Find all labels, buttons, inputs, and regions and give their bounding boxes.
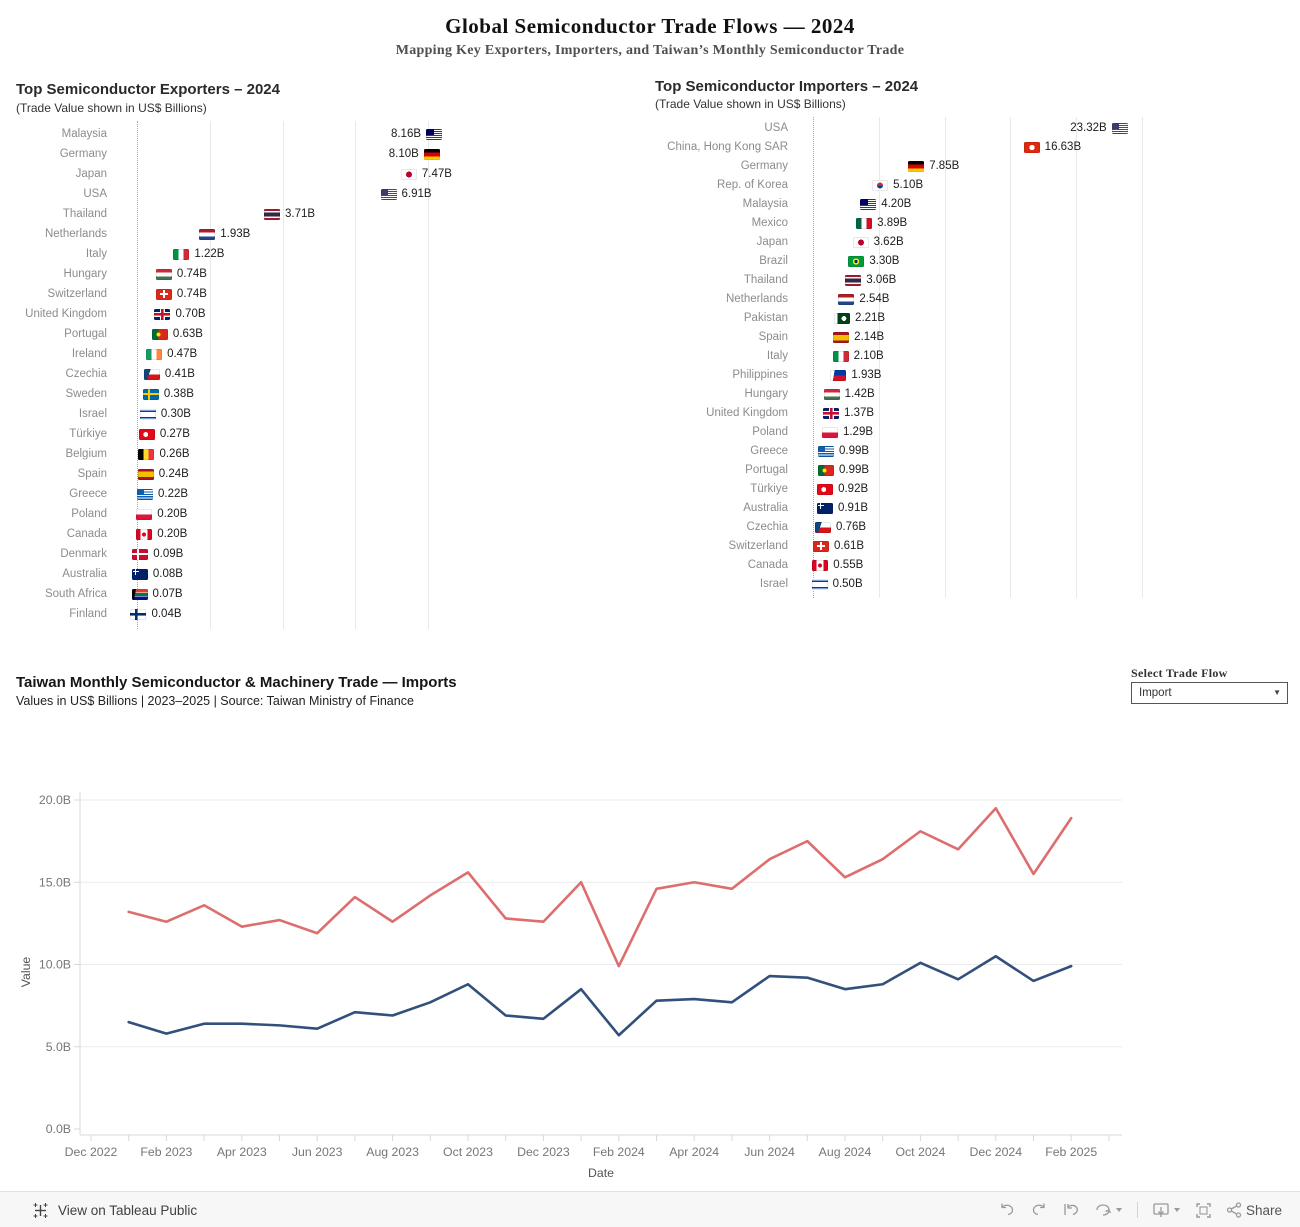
value-label: 0.08B [152,568,183,580]
country-label: Türkiye [69,428,107,440]
x-tick-label: Oct 2023 [443,1145,493,1159]
value-label: 1.93B [220,228,251,240]
country-label: China, Hong Kong SAR [667,141,788,153]
x-tick-label: Jun 2024 [744,1145,795,1159]
country-label: Finland [69,608,107,620]
y-axis-title: Value [19,956,33,988]
value-label: 1.29B [842,426,874,438]
flag-icon-poland [822,427,838,438]
exporters-subtitle: (Trade Value shown in US$ Billions) [16,101,207,115]
chevron-down-icon: ▼ [1273,688,1281,697]
toolbar-divider [1137,1202,1138,1218]
y-tick-label: 5.0B [45,1039,71,1054]
value-label: 3.62B [873,236,904,248]
taiwan-trade-line-chart[interactable] [0,740,1300,1190]
flag-icon-australia [817,503,833,514]
redo-icon [1030,1202,1048,1218]
value-label: 0.70B [175,308,206,320]
country-label: Ireland [71,348,107,360]
value-label: 0.50B [832,578,863,590]
trade-flow-select[interactable] [1131,682,1288,704]
value-label: 0.63B [172,328,203,340]
value-label: 3.89B [877,217,908,229]
flag-icon-usa [1112,123,1128,134]
country-label: Hungary [744,388,788,400]
flag-icon-philippines [830,370,846,381]
country-label: Japan [75,168,107,180]
value-label: 0.41B [164,368,195,380]
importer-row[interactable] [0,138,1300,156]
value-label: 16.63B [1044,141,1082,153]
value-label: 6.91B [401,188,432,200]
importer-row[interactable] [0,290,1300,308]
country-label: Belgium [65,448,107,460]
x-tick-label: Dec 2024 [969,1145,1023,1159]
x-tick-label: Dec 2022 [64,1145,118,1159]
country-label: Pakistan [743,312,788,324]
value-label: 0.30B [160,408,191,420]
country-label: Australia [743,502,788,514]
fullscreen-icon [1195,1202,1212,1219]
flag-icon-greece [818,446,834,457]
country-label: United Kingdom [25,308,107,320]
flag-icon-spain [833,332,849,343]
reset-button[interactable] [1062,1202,1080,1218]
value-label: 0.38B [163,388,194,400]
undo-button[interactable] [998,1202,1016,1218]
value-label: 3.06B [866,274,897,286]
importers-subtitle: (Trade Value shown in US$ Billions) [655,97,846,111]
country-label: Netherlands [725,293,788,305]
value-label: 8.16B [390,128,422,140]
country-label: Türkiye [750,483,788,495]
importer-row[interactable] [0,537,1300,555]
x-axis-title: Date [588,1166,614,1180]
importer-row[interactable] [0,176,1300,194]
value-label: 1.93B [851,369,882,381]
importer-row[interactable] [0,252,1300,270]
value-label: 0.61B [834,540,865,552]
value-label: 0.91B [837,502,869,514]
flag-icon-malaysia [860,199,876,210]
country-label: Portugal [64,328,107,340]
country-label: Malaysia [742,198,788,210]
view-on-tableau-public-link[interactable] [32,1192,197,1227]
trade-flow-filter-label: Select Trade Flow [1131,666,1228,680]
value-label: 0.09B [153,548,184,560]
country-label: Brazil [759,255,788,267]
flag-icon-italy [833,351,849,362]
undo-icon [998,1202,1016,1218]
taiwan-chart-subtitle: Values in US$ Billions | 2023–2025 | Source: Taiwan Ministry of Finance [16,694,414,708]
y-tick-label: 10.0B [38,957,71,972]
country-label: Poland [71,508,107,520]
value-label: 0.26B [159,448,190,460]
importer-row[interactable] [0,575,1300,593]
value-label: 3.71B [285,208,316,220]
redo-button[interactable] [1030,1202,1048,1218]
value-label: 4.20B [881,198,912,210]
country-label: Canada [66,528,107,540]
x-tick-label: Aug 2023 [366,1145,419,1159]
x-tick-label: Feb 2024 [592,1145,645,1159]
tableau-logo-icon [32,1202,49,1219]
flag-icon-mexico [856,218,872,229]
importer-row[interactable] [0,233,1300,251]
country-label: Czechia [65,368,107,380]
flag-icon-japan [853,237,869,248]
flag-icon-hungary [824,389,840,400]
country-label: Germany [59,148,107,160]
value-label: 0.55B [833,559,864,571]
download-button[interactable] [1152,1202,1181,1219]
value-label: 0.99B [839,445,870,457]
x-tick-label: Jun 2023 [291,1145,343,1159]
country-label: Israel [78,408,107,420]
importer-row[interactable] [0,442,1300,460]
x-tick-label: Apr 2023 [216,1145,267,1159]
importer-row[interactable] [0,119,1300,137]
trade-line-navy[interactable] [129,956,1071,1035]
x-tick-label: Feb 2025 [1045,1145,1098,1159]
flag-icon-rep-of-korea [872,180,888,191]
flag-icon-portugal [818,465,834,476]
importer-row[interactable] [0,157,1300,175]
tableau-footer-bar [0,1191,1300,1227]
country-label: Italy [85,248,107,260]
country-label: Germany [740,160,788,172]
value-label: 23.32B [1070,122,1107,134]
importer-row[interactable] [0,347,1300,365]
importer-row[interactable] [0,328,1300,346]
value-label: 2.14B [854,331,885,343]
country-label: USA [83,188,107,200]
value-label: 3.30B [869,255,900,267]
country-label: South Africa [44,588,107,600]
country-label: Poland [752,426,788,438]
country-label: Italy [766,350,788,362]
country-label: Canada [747,559,788,571]
download-device-icon [1152,1202,1170,1219]
flag-icon-germany [908,161,924,172]
value-label: 0.92B [838,483,869,495]
refresh-button[interactable] [1094,1202,1123,1218]
flag-icon-united-kingdom [823,408,839,419]
importer-row[interactable] [0,518,1300,536]
country-label: Denmark [60,548,107,560]
country-label: United Kingdom [706,407,788,419]
share-button[interactable] [1226,1202,1282,1218]
value-label: 0.20B [157,528,188,540]
value-label: 0.20B [157,508,188,520]
country-label: Thailand [62,208,107,220]
trade-line-red[interactable] [129,808,1071,966]
flag-icon-switzerland [813,541,829,552]
fullscreen-button[interactable] [1195,1202,1212,1219]
exporters-title: Top Semiconductor Exporters – 2024 [16,81,280,98]
value-label: 0.74B [176,268,207,280]
flag-icon-thailand [845,275,861,286]
value-label: 1.42B [844,388,875,400]
value-label: 0.04B [151,608,182,620]
importer-row[interactable] [0,461,1300,479]
x-tick-label: Aug 2024 [818,1145,872,1159]
value-label: 0.24B [158,468,189,480]
country-label: Greece [69,488,107,500]
country-label: Switzerland [728,540,788,552]
x-tick-label: Feb 2023 [140,1145,193,1159]
flag-icon-israel [812,579,828,590]
share-icon [1226,1202,1243,1218]
country-label: Portugal [745,464,788,476]
dashboard-title: Global Semiconductor Trade Flows — 2024 [445,14,855,38]
value-label: 0.22B [158,488,189,500]
importer-row[interactable] [0,309,1300,327]
value-label: 0.74B [176,288,207,300]
country-label: Thailand [743,274,788,286]
y-tick-label: 20.0B [38,793,71,807]
value-label: 8.10B [388,148,419,160]
country-label: Czechia [746,521,788,533]
country-label: Spain [77,468,107,480]
x-tick-label: Dec 2023 [517,1145,570,1159]
country-label: Japan [756,236,788,248]
importer-row[interactable] [0,556,1300,574]
importer-row[interactable] [0,195,1300,213]
value-label: 2.54B [859,293,890,305]
country-label: Greece [750,445,788,457]
taiwan-chart-title: Taiwan Monthly Semiconductor & Machinery Trade — Imports [16,674,457,691]
flag-icon-netherlands [838,294,854,305]
value-label: 1.37B [844,407,875,419]
dashboard-subtitle: Mapping Key Exporters, Importers, and Taiwan’s Monthly Semiconductor Trade [395,43,905,58]
flag-icon-china-hong-kong-sar [1024,142,1040,153]
flag-icon-brazil [848,256,864,267]
value-label: 7.47B [421,168,452,180]
value-label: 0.99B [839,464,870,476]
flag-icon-canada [812,560,828,571]
country-label: Mexico [751,217,788,229]
country-label: Australia [62,568,107,580]
importer-row[interactable] [0,214,1300,232]
flag-icon-czechia [815,522,831,533]
view-on-tableau-public-label: View on Tableau Public [58,1202,198,1218]
chevron-down-icon [1173,1207,1181,1213]
country-label: Malaysia [61,128,107,140]
importer-row[interactable] [0,366,1300,384]
trade-flow-selected-value: Import [1139,687,1172,699]
importer-row[interactable] [0,385,1300,403]
flag-icon-t-rkiye [817,484,833,495]
value-label: 0.47B [167,348,198,360]
value-label: 0.07B [152,588,183,600]
importers-title: Top Semiconductor Importers – 2024 [655,78,919,95]
x-tick-label: Apr 2024 [669,1145,720,1159]
x-tick-label: Oct 2024 [895,1145,946,1159]
value-label: 0.76B [835,521,867,533]
value-label: 5.10B [893,179,924,191]
country-label: USA [764,122,788,134]
importer-row[interactable] [0,271,1300,289]
share-label: Share [1245,1202,1282,1218]
refresh-icon [1094,1202,1112,1218]
value-label: 2.21B [855,312,886,324]
y-tick-label: 0.0B [45,1122,71,1136]
value-label: 1.22B [194,248,225,260]
country-label: Hungary [63,268,107,280]
importer-row[interactable] [0,423,1300,441]
value-label: 7.85B [929,160,960,172]
country-label: Sweden [65,388,107,400]
importer-row[interactable] [0,480,1300,498]
country-label: Philippines [732,369,788,381]
country-label: Spain [758,331,788,343]
value-label: 2.10B [853,350,884,362]
country-label: Netherlands [44,228,107,240]
y-tick-label: 15.0B [38,875,71,890]
country-label: Rep. of Korea [717,179,788,191]
importer-row[interactable] [0,499,1300,517]
importer-row[interactable] [0,404,1300,422]
country-label: Israel [759,578,788,590]
reset-icon [1062,1202,1080,1218]
chevron-down-icon [1115,1207,1123,1213]
flag-icon-pakistan [834,313,850,324]
country-label: Switzerland [47,288,107,300]
value-label: 0.27B [159,428,190,440]
